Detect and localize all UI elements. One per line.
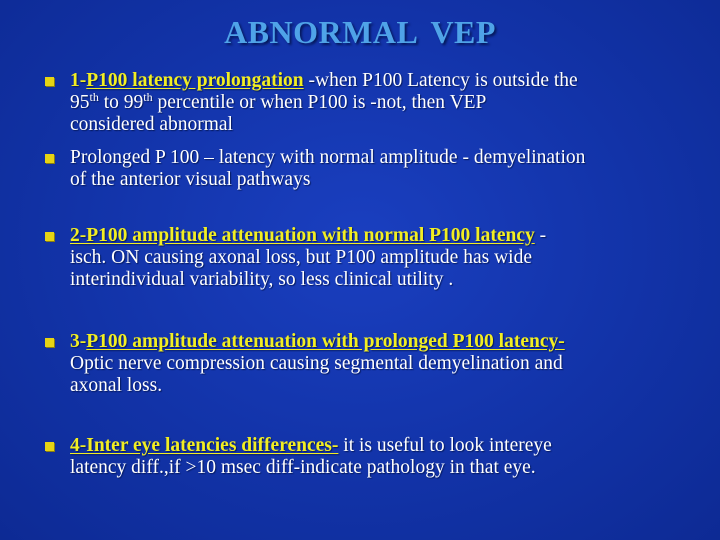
bullet-5-line-2: latency diff.,if >10 msec diff-indicate pathology in that eye. xyxy=(70,457,536,478)
bullet-4-line-3: axonal loss. xyxy=(70,375,163,396)
bullet-text-4 xyxy=(70,331,700,397)
bullet-4-line-2: Optic nerve compression causing segmental demyelination and xyxy=(70,353,563,374)
bullet-text-2 xyxy=(70,147,700,191)
square-bullet-icon xyxy=(45,442,54,451)
bullet-1-line-2-b: to 99 xyxy=(98,92,144,113)
bullet-4-heading: P100 amplitude attenuation with prolonged P100 latency- xyxy=(86,331,565,352)
square-bullet-icon xyxy=(45,338,54,347)
bullet-1-line-2 xyxy=(70,92,700,114)
bullet-1-heading: P100 latency prolongation xyxy=(86,70,304,91)
bullet-text-1 xyxy=(70,70,700,136)
bullet-4-line-1 xyxy=(70,331,700,353)
bullet-1-prefix: 1- xyxy=(70,70,87,91)
bullet-3-line-2: isch. ON causing axonal loss, but P100 amplitude has wide xyxy=(70,247,532,268)
bullet-3-line-3: interindividual variability, so less clinical utility . xyxy=(70,269,454,290)
bullet-1-sup-1: th xyxy=(89,90,99,104)
bullet-3-line-1 xyxy=(70,225,700,247)
bullet-1-line-2-a: 95 xyxy=(70,92,90,113)
bullet-5-heading: 4-Inter eye latencies differences- xyxy=(70,435,339,456)
bullet-text-5 xyxy=(70,435,700,479)
bullet-3-line-1-rest: - xyxy=(534,225,547,246)
bullet-5-line-1-rest: it is useful to look intereye xyxy=(338,435,552,456)
square-bullet-icon xyxy=(45,232,54,241)
slide-title: ABNORMAL VEP xyxy=(224,14,496,50)
bullet-2-line-2: of the anterior visual pathways xyxy=(70,169,311,190)
bullet-1-line-3: considered abnormal xyxy=(70,114,233,135)
bullet-3-heading: 2-P100 amplitude attenuation with normal P100 latency xyxy=(70,225,535,246)
bullet-1-line-1 xyxy=(70,70,700,92)
bullet-4-prefix: 3- xyxy=(70,331,87,352)
bullet-1-sup-2: th xyxy=(143,90,153,104)
square-bullet-icon xyxy=(45,154,54,163)
bullet-text-3 xyxy=(70,225,700,291)
bullet-5-line-1 xyxy=(70,435,700,457)
square-bullet-icon xyxy=(45,77,54,86)
bullet-1-line-2-c: percentile or when P100 is -not, then VEP xyxy=(152,92,487,113)
bullet-1-line-1-rest: -when P100 Latency is outside the xyxy=(303,70,578,91)
bullet-2-line-1: Prolonged P 100 – latency with normal amplitude - demyelination xyxy=(70,147,586,168)
